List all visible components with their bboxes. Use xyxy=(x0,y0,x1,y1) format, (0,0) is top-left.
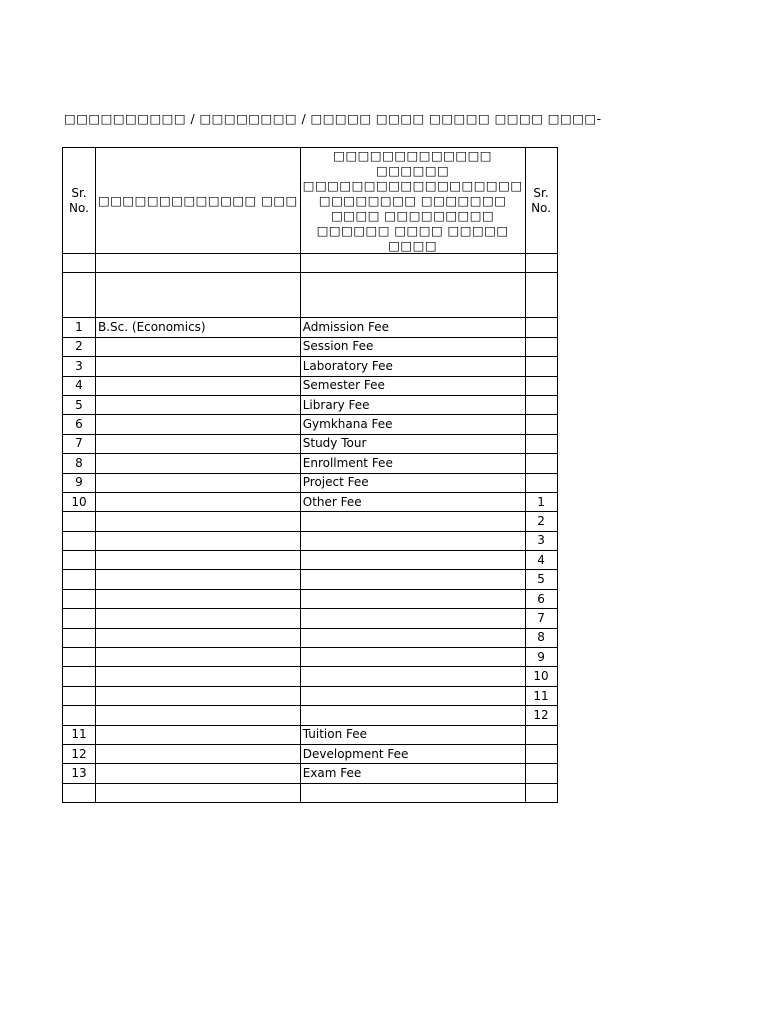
cell-course xyxy=(96,512,301,531)
cell-sr-no-right: 11 xyxy=(525,686,557,705)
table-row xyxy=(63,589,558,608)
table-row xyxy=(63,706,558,725)
cell-sr-no-right: 9 xyxy=(525,648,557,667)
cell-course xyxy=(96,531,301,550)
table-row xyxy=(63,783,558,802)
cell-fee-type xyxy=(300,570,525,589)
cell-sr-no-right: 8 xyxy=(525,628,557,647)
cell-sr-no xyxy=(63,531,96,550)
cell-sr-no-right xyxy=(525,725,557,744)
table-row xyxy=(63,512,558,531)
cell-sr-no: 2 xyxy=(63,337,96,356)
cell-sr-no: 3 xyxy=(63,357,96,376)
cell-sr-no-right xyxy=(525,434,557,453)
header-sr-no-right: Sr. No. xyxy=(525,148,557,254)
cell-sr-no-right: 6 xyxy=(525,589,557,608)
cell-sr-no-right xyxy=(525,415,557,434)
cell-course xyxy=(96,376,301,395)
sheet-title: □□□□□□□□□□ / □□□□□□□□ / □□□□□ □□□□ □□□□□ □□□□ □□□□- xyxy=(64,111,602,126)
cell-course xyxy=(96,706,301,725)
cell-course xyxy=(96,434,301,453)
cell-course xyxy=(96,725,301,744)
cell-fee-type xyxy=(300,589,525,608)
table-row xyxy=(63,273,558,318)
cell-course xyxy=(96,254,301,273)
cell-fee-type: Gymkhana Fee xyxy=(300,415,525,434)
cell-course xyxy=(96,454,301,473)
cell-fee-type xyxy=(300,609,525,628)
table-row xyxy=(63,337,558,356)
cell-course xyxy=(96,492,301,511)
cell-course xyxy=(96,570,301,589)
cell-sr-no: 7 xyxy=(63,434,96,453)
cell-course: B.Sc. (Economics) xyxy=(96,318,301,337)
cell-sr-no-right xyxy=(525,376,557,395)
cell-course xyxy=(96,589,301,608)
cell-sr-no-right: 1 xyxy=(525,492,557,511)
cell-sr-no: 11 xyxy=(63,725,96,744)
cell-sr-no-right xyxy=(525,357,557,376)
cell-fee-type: Exam Fee xyxy=(300,764,525,783)
cell-sr-no xyxy=(63,628,96,647)
cell-sr-no: 12 xyxy=(63,744,96,763)
fee-table xyxy=(62,147,558,803)
cell-sr-no: 9 xyxy=(63,473,96,492)
header-sr-no: Sr. No. xyxy=(63,148,96,254)
cell-fee-type: Session Fee xyxy=(300,337,525,356)
cell-sr-no xyxy=(63,667,96,686)
cell-sr-no: 5 xyxy=(63,395,96,414)
cell-course xyxy=(96,667,301,686)
cell-sr-no: 10 xyxy=(63,492,96,511)
cell-sr-no-right xyxy=(525,273,557,318)
cell-sr-no xyxy=(63,706,96,725)
table-row xyxy=(63,415,558,434)
table-row xyxy=(63,254,558,273)
cell-sr-no: 1 xyxy=(63,318,96,337)
cell-sr-no-right: 2 xyxy=(525,512,557,531)
table-row xyxy=(63,725,558,744)
cell-sr-no xyxy=(63,686,96,705)
cell-course xyxy=(96,415,301,434)
table-row xyxy=(63,744,558,763)
cell-sr-no: 13 xyxy=(63,764,96,783)
cell-sr-no xyxy=(63,273,96,318)
table-row xyxy=(63,376,558,395)
cell-sr-no-right: 4 xyxy=(525,551,557,570)
table-row xyxy=(63,628,558,647)
cell-course xyxy=(96,628,301,647)
cell-course xyxy=(96,357,301,376)
cell-sr-no-right xyxy=(525,473,557,492)
cell-course xyxy=(96,686,301,705)
cell-course xyxy=(96,473,301,492)
cell-fee-type xyxy=(300,686,525,705)
cell-sr-no-right xyxy=(525,318,557,337)
table-row xyxy=(63,357,558,376)
cell-fee-type xyxy=(300,254,525,273)
cell-fee-type xyxy=(300,512,525,531)
cell-fee-type: Semester Fee xyxy=(300,376,525,395)
cell-fee-type: Library Fee xyxy=(300,395,525,414)
cell-course xyxy=(96,337,301,356)
cell-sr-no xyxy=(63,609,96,628)
cell-sr-no-right xyxy=(525,395,557,414)
table-row xyxy=(63,473,558,492)
cell-sr-no: 6 xyxy=(63,415,96,434)
cell-fee-type xyxy=(300,273,525,318)
cell-course xyxy=(96,609,301,628)
cell-course xyxy=(96,551,301,570)
cell-fee-type: Tuition Fee xyxy=(300,725,525,744)
cell-sr-no xyxy=(63,551,96,570)
cell-sr-no-right xyxy=(525,744,557,763)
cell-sr-no-right xyxy=(525,337,557,356)
cell-sr-no: 4 xyxy=(63,376,96,395)
table-row xyxy=(63,492,558,511)
table-row xyxy=(63,667,558,686)
cell-fee-type xyxy=(300,531,525,550)
cell-sr-no-right: 7 xyxy=(525,609,557,628)
table-row xyxy=(63,686,558,705)
cell-sr-no-right xyxy=(525,783,557,802)
table-row xyxy=(63,551,558,570)
cell-fee-type xyxy=(300,551,525,570)
cell-sr-no xyxy=(63,570,96,589)
cell-course xyxy=(96,273,301,318)
cell-course xyxy=(96,648,301,667)
table-row xyxy=(63,570,558,589)
table-row xyxy=(63,318,558,337)
table-row xyxy=(63,648,558,667)
cell-fee-type: Enrollment Fee xyxy=(300,454,525,473)
cell-course xyxy=(96,744,301,763)
cell-sr-no-right: 5 xyxy=(525,570,557,589)
cell-sr-no: 8 xyxy=(63,454,96,473)
cell-sr-no-right xyxy=(525,764,557,783)
header-fee-type: □□□□□□□□□□□□□ □□□□□□ □□□□□□□□□□□□□□□□□□ □□□□□□□□ □□□□□□□ □□□□ □□□□□□□□□ □□□□□□ □□□□ □□□□□ □□□□ xyxy=(300,148,525,254)
table-row xyxy=(63,531,558,550)
cell-sr-no xyxy=(63,648,96,667)
table-row xyxy=(63,609,558,628)
cell-sr-no-right: 3 xyxy=(525,531,557,550)
cell-course xyxy=(96,395,301,414)
cell-fee-type: Study Tour xyxy=(300,434,525,453)
cell-sr-no xyxy=(63,512,96,531)
cell-course xyxy=(96,783,301,802)
cell-sr-no-right xyxy=(525,254,557,273)
cell-fee-type: Admission Fee xyxy=(300,318,525,337)
cell-sr-no-right: 10 xyxy=(525,667,557,686)
cell-sr-no-right xyxy=(525,454,557,473)
cell-fee-type xyxy=(300,628,525,647)
cell-fee-type xyxy=(300,648,525,667)
table-row xyxy=(63,434,558,453)
cell-sr-no xyxy=(63,254,96,273)
header-course: □□□□□□□□□□□□□ □□□ xyxy=(96,148,301,254)
cell-fee-type xyxy=(300,783,525,802)
cell-fee-type: Other Fee xyxy=(300,492,525,511)
cell-fee-type xyxy=(300,706,525,725)
cell-sr-no xyxy=(63,589,96,608)
table-header-row xyxy=(63,148,558,254)
table-row xyxy=(63,454,558,473)
cell-fee-type xyxy=(300,667,525,686)
cell-course xyxy=(96,764,301,783)
cell-sr-no-right: 12 xyxy=(525,706,557,725)
table-row xyxy=(63,395,558,414)
cell-fee-type: Development Fee xyxy=(300,744,525,763)
cell-fee-type: Laboratory Fee xyxy=(300,357,525,376)
cell-sr-no xyxy=(63,783,96,802)
table-row xyxy=(63,764,558,783)
cell-fee-type: Project Fee xyxy=(300,473,525,492)
